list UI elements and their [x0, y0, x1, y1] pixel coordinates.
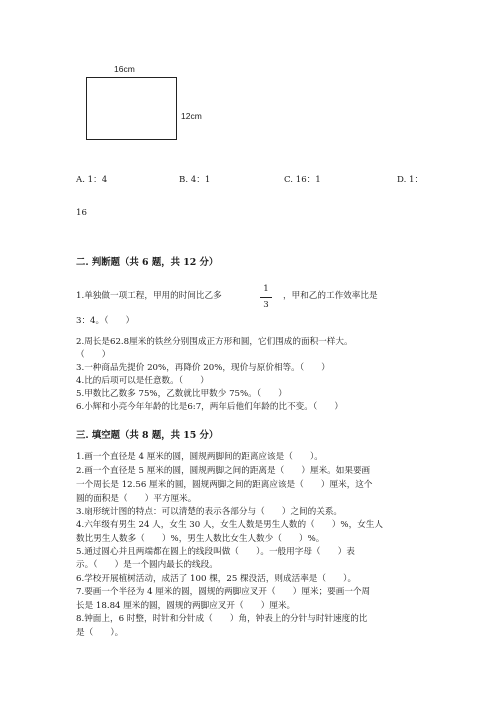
- fill-line: 5.通过圆心并且两端都在圆上的线段叫做（ ）。一般用字母（ ）表: [76, 547, 355, 557]
- judge-q5: 5.甲数比乙数多 75%，乙数就比甲数少 75%。（ ）: [76, 389, 287, 399]
- option-d: D. 1：: [397, 175, 424, 185]
- judge-q4: 4.比的后项可以是任意数。（ ）: [76, 376, 209, 386]
- fraction-one-third: [259, 285, 273, 311]
- fraction-numerator: 1: [263, 284, 269, 294]
- judge-q2-continued: （ ）: [76, 350, 111, 360]
- fill-line: 6.学校开展植树活动，成活了 100 棵，25 棵没活，则成活率是（ ）。: [76, 574, 357, 584]
- judge-q1-continued: 3：4。（ ）: [76, 316, 135, 326]
- judge-q6: 6.小辉和小亮今年年龄的比是6:7，两年后他们年龄的比不变。（ ）: [76, 402, 343, 412]
- fill-line: 一个周长是 12.56 厘米的圆，圆规两脚之间的距离应该是（ ）厘米，这个: [76, 480, 373, 490]
- option-d-continued: 16: [76, 208, 87, 218]
- fill-line: 长是 18.84 厘米的圆，圆规的两脚应叉开（ ）厘米。: [76, 601, 296, 611]
- fill-line: 2.画一个直径是 5 厘米的圆，圆规两脚之间的距离是（ ）厘米。如果要画: [76, 466, 371, 476]
- rect-width-label: 16cm: [114, 64, 135, 74]
- fill-line: 数比男生人数多（ ）%，男生人数比女生人数少（ ）%。: [76, 534, 325, 544]
- fill-line: 4.六年级有男生 24 人，女生 30 人，女生人数是男生人数的（ ）%，女生人: [76, 520, 383, 530]
- fraction-denominator: 3: [263, 300, 269, 310]
- fill-line: 示。（ ）是一个圆内最长的线段。: [76, 560, 218, 570]
- option-b: B. 4：1: [179, 175, 211, 185]
- fraction-bar: [260, 297, 272, 298]
- section-3-heading: 三. 填空题（共 8 题，共 15 分）: [76, 430, 219, 441]
- fill-line: 圆的面积是（ ）平方厘米。: [76, 494, 197, 504]
- fill-line: 8.钟面上，6 时整，时针和分针成（ ）角，钟表上的分针与时针速度的比: [76, 614, 368, 624]
- rect-height-label: 12cm: [181, 111, 202, 121]
- section-2-heading: 二. 判断题（共 6 题，共 12 分）: [76, 257, 219, 268]
- fill-line: 是（ ）。: [76, 628, 124, 638]
- judge-q1-text: 1.单独做一项工程，甲用的时间比乙多: [76, 291, 222, 301]
- judge-q3: 3.一种商品先提价 20%，再降价 20%，现价与原价相等。（ ）: [76, 363, 330, 373]
- fill-line: 7.要画一个半径为 4 厘米的圆，圆规的两脚应叉开（ ）厘米；要画一个周: [76, 587, 371, 597]
- judge-q2: 2.周长是62.8厘米的铁丝分别围成正方形和圆，它们围成的面积一样大。: [76, 337, 353, 347]
- option-a: A. 1：4: [76, 175, 108, 185]
- fill-line: 3.扇形统计图的特点：可以清楚的表示各部分与（ ）之间的关系。: [76, 507, 343, 517]
- judge-q1-text-after: ，甲和乙的工作效率比是: [283, 291, 378, 301]
- fill-line: 1.画一个直径是 4 厘米的圆，圆规两脚间的距离应该是（ ）。: [76, 452, 323, 462]
- option-c: C. 16：1: [284, 175, 321, 185]
- rectangle-figure: [86, 77, 177, 140]
